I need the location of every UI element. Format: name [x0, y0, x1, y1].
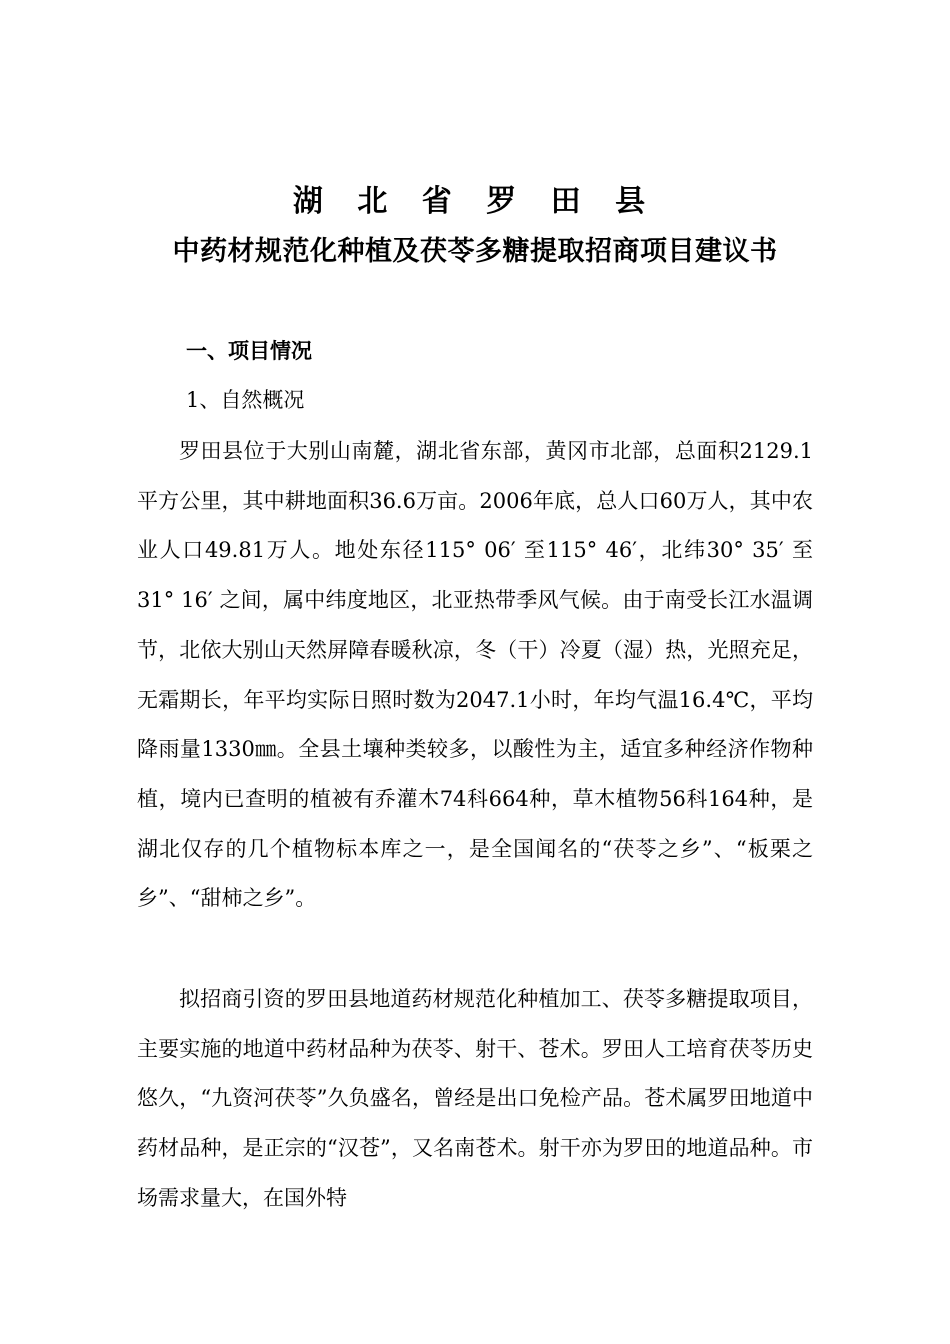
document-title-region: 湖 北 省 罗 田 县	[292, 184, 658, 219]
section-heading: 一、项目情况	[186, 339, 312, 363]
paragraph-natural-overview: 罗田县位于大别山南麓，湖北省东部，黄冈市北部，总面积2129.1平方公里，其中耕地面积36.6万亩。2006年底，总人口60万人，其中农业人口49.81万人。地处东径115° 06′ 至115° 46′，北纬30° 35′ 至31° 16′ 之间，属中纬度地区，北亚热带季风气候。由于南受长江水温调节，北依大别山天然屏障春暖秋凉，冬（干）冷夏（湿）热，光照充足，无霜期长，年平均实际日照时数为2047.1小时，年均气温16.4℃，平均降雨量1330㎜。全县土壤种类较多，以酸性为主，适宜多种经济作物种植，境内已查明的植被有乔灌木74科664种，草木植物56科164种，是湖北仅存的几个植物标本库之一，是全国闻名的“茯苓之乡”、“板栗之乡”、“甜柿之乡”。	[137, 439, 813, 911]
document-title-project: 中药材规范化种植及茯苓多糖提取招商项目建议书	[172, 236, 778, 267]
subsection-heading: 1、自然概况	[186, 388, 305, 412]
paragraph-project-description: 拟招商引资的罗田县地道药材规范化种植加工、茯苓多糖提取项目，主要实施的地道中药材品种为茯苓、射干、苍术。罗田人工培育茯苓历史悠久，“九资河茯苓”久负盛名，曾经是出口免检产品。苍术属罗田地道中药材品种，是正宗的“汉苍”，又名南苍术。射干亦为罗田的地道品种。市场需求量大，在国外特	[137, 987, 813, 1210]
